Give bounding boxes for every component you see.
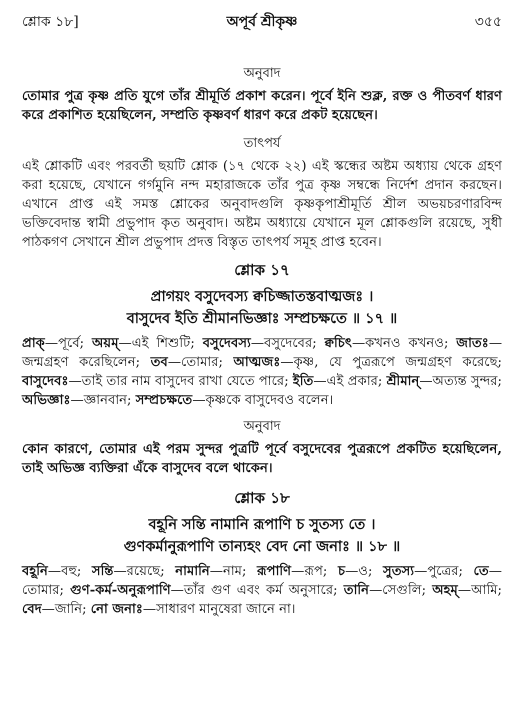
synonym-word: প্রাক্ xyxy=(22,336,45,351)
synonym-word: বাসুদেবঃ xyxy=(22,374,69,389)
synonym-word: সন্তি xyxy=(91,564,114,579)
synonym-meaning: তাঁর গুণ এবং কর্ম অনুসারে; xyxy=(183,583,344,598)
synonym-word: বেদ xyxy=(22,602,42,617)
synonym-word: গুণ-কর্ম-অনুরূপাণি xyxy=(70,583,171,598)
synonym-meaning: নাম; xyxy=(222,564,258,579)
synonym-word: বহূনি xyxy=(22,564,48,579)
synonym-meaning: এই প্রকার; xyxy=(326,374,387,389)
synonym-word: নামানি xyxy=(175,564,210,579)
synonym-word: চ xyxy=(337,564,346,579)
purport-text: এই শ্লোকটি এবং পরবর্তী ছয়টি শ্লোক (১৭ থেকে ২২) এই স্কন্ধের অষ্টম অধ্যায় থেকে গ্রহণ করা হয়েছে, যেখানে গর্গমুনি নন্দ মহারাজকে তাঁর পুত্র কৃষ্ণ সম্বন্ধে নির্দেশ প্রদান করছেন। এখানে প্রাপ্ত এই সমস্ত শ্লোকের অনুবাদগুলি কৃষ্ণকৃপাশ্রীমূর্তি শ্রীল অভয়চরণারবিন্দ ভক্তিবেদান্ত স্বামী প্রভুপাদ কৃত অনুবাদ। অষ্টম অধ্যায়ে যেখানে মূল শ্লোকগুলি রয়েছে, সুধী পাঠকগণ সেখানে শ্রীল প্রভুপাদ প্রদত্ত বিস্তৃত তাৎপর্য সমূহ প্রাপ্ত হবেন। xyxy=(22,159,502,250)
synonym-word: অভিজ্ঞাঃ xyxy=(22,393,71,408)
synonym-meaning: তোমার; xyxy=(22,583,71,598)
verse-17-line-2: বাসুদেব ইতি শ্রীমানভিজ্ঞাঃ সম্প্রচক্ষতে ॥ ১৭ ॥ xyxy=(126,310,398,327)
synonym-meaning: কৃষ্ণ, যে পুত্ররূপে জন্মগ্রহণ করেছে; xyxy=(293,355,503,370)
verse-18-line-2: গুণকর্মানুরূপাণি তান্যহং বেদ নো জনাঃ ॥ ১৮ ॥ xyxy=(123,538,401,555)
synonym-meaning: রয়েছে; xyxy=(126,564,176,579)
page-content xyxy=(22,64,502,626)
verse-18-heading: শ্লোক ১৮ xyxy=(234,489,290,507)
verse-18-synonyms: বহূনি—বহু; সন্তি—রয়েছে; নামানি—নাম; রূপাণি—রূপ; চ—ও; সুতস্য—পুত্রের; তে—তোমার; গুণ-কর্ম-অনুরূপাণি—তাঁর গুণ এবং কর্ম অনুসারে; তানি—সেগুলি; অহম্—আমি; বেদ—জানি; নো জনাঃ—সাধারণ মানুষেরা জানে না। xyxy=(22,564,502,617)
synonym-meaning: রূপ; xyxy=(304,564,338,579)
translation-text: তোমার পুত্র কৃষ্ণ প্রতি যুগে তাঁর শ্রীমূর্তি প্রকাশ করেন। পূর্বে ইনি শুক্ল, রক্ত ও পীতবর্ণ ধারণ করে প্রকাশিত হয়েছিলেন, সম্প্রতি কৃষ্ণবর্ণ ধারণ করে প্রকট হয়েছেন। xyxy=(22,89,502,123)
synonym-meaning: তাই তার নাম বাসুদেব রাখা যেতে পারে; xyxy=(81,374,293,389)
verse-17-translation-heading: অনুবাদ xyxy=(243,419,281,434)
synonym-word: আত্মজঃ xyxy=(233,355,281,370)
synonym-word: জাতঃ xyxy=(456,336,489,351)
synonym-meaning: বসুদেবের; xyxy=(264,336,325,351)
synonym-meaning: জন্মগ্রহণ করেছিলেন; xyxy=(22,355,151,370)
synonym-word: নো জনাঃ xyxy=(90,602,143,617)
running-header xyxy=(22,10,502,32)
synonym-meaning: সেগুলি; xyxy=(382,583,433,598)
verse-17-text xyxy=(22,286,502,330)
purport-heading: তাৎপর্য xyxy=(243,136,281,151)
header-page-number: ৩৫৫ xyxy=(474,14,502,30)
synonym-word: তানি xyxy=(343,583,370,598)
synonym-meaning: সাধারণ মানুষেরা জানে না। xyxy=(156,602,296,617)
synonym-meaning: ও; xyxy=(358,564,383,579)
synonym-word: রূপাণি xyxy=(257,564,292,579)
synonym-word: অহম্ xyxy=(432,583,458,598)
synonym-meaning: জানি; xyxy=(54,602,91,617)
synonym-word: সম্প্রচক্ষতে xyxy=(135,393,193,408)
verse-17-heading: শ্লোক ১৭ xyxy=(234,261,290,279)
synonym-word: তব xyxy=(150,355,168,370)
header-verse-ref: শ্লোক ১৮] xyxy=(22,14,79,30)
synonym-meaning: কৃষ্ণকে বাসুদেবও বলেন। xyxy=(205,393,334,408)
synonym-meaning: পুত্রের; xyxy=(427,564,474,579)
synonym-meaning: আমি; xyxy=(471,583,502,598)
synonym-word: বসুদেবস্য xyxy=(202,336,251,351)
synonym-meaning: পূর্বে; xyxy=(58,336,93,351)
verse-17-translation: কোন কারণে, তোমার এই পরম সুন্দর পুত্রটি পূর্বে বসুদেবের পুত্ররূপে প্রকটিত হয়েছিলেন, তাই অভিজ্ঞ ব্যক্তিরা এঁকে বাসুদেব বলে থাকেন। xyxy=(22,442,502,476)
synonym-word: ইতি xyxy=(292,374,314,389)
synonym-word: সুতস্য xyxy=(382,564,415,579)
synonym-meaning: কখনও কখনও; xyxy=(365,336,457,351)
verse-18-line-1: বহূনি সন্তি নামানি রূপাণি চ সুতস্য তে । xyxy=(148,516,376,533)
translation-heading: অনুবাদ xyxy=(243,66,281,81)
synonym-meaning: তোমার; xyxy=(181,355,234,370)
synonym-meaning: এই শিশুটি; xyxy=(131,336,203,351)
verse-17-synonyms: প্রাক্—পূর্বে; অয়ম্—এই শিশুটি; বসুদেবস্য—বসুদেবের; ক্বচিৎ—কখনও কখনও; জাতঃ—জন্মগ্রহণ করেছিলেন; তব—তোমার; আত্মজঃ—কৃষ্ণ, যে পুত্ররূপে জন্মগ্রহণ করেছে; বাসুদেবঃ—তাই তার নাম বাসুদেব রাখা যেতে পারে; ইতি—এই প্রকার; শ্রীমান্—অত্যন্ত সুন্দর; অভিজ্ঞাঃ—জ্ঞানবান; সম্প্রচক্ষতে—কৃষ্ণকে বাসুদেবও বলেন। xyxy=(22,336,503,408)
synonym-meaning: বহু; xyxy=(61,564,92,579)
header-chapter-title: অপূর্ব শ্রীকৃষ্ণ xyxy=(226,14,298,30)
synonym-meaning: জ্ঞানবান; xyxy=(83,393,136,408)
synonym-word: শ্রীমান্ xyxy=(386,374,420,389)
synonym-meaning: অত্যন্ত সুন্দর; xyxy=(432,374,502,389)
verse-17-line-1: প্রাগয়ং বসুদেবস্য ক্বচিজ্জাতস্তবাত্মজঃ । xyxy=(150,288,374,305)
synonym-word: অয়ম্ xyxy=(92,336,119,351)
verse-18-text xyxy=(22,514,502,558)
synonym-word: ক্বচিৎ xyxy=(324,336,352,351)
synonym-word: তে xyxy=(473,564,489,579)
